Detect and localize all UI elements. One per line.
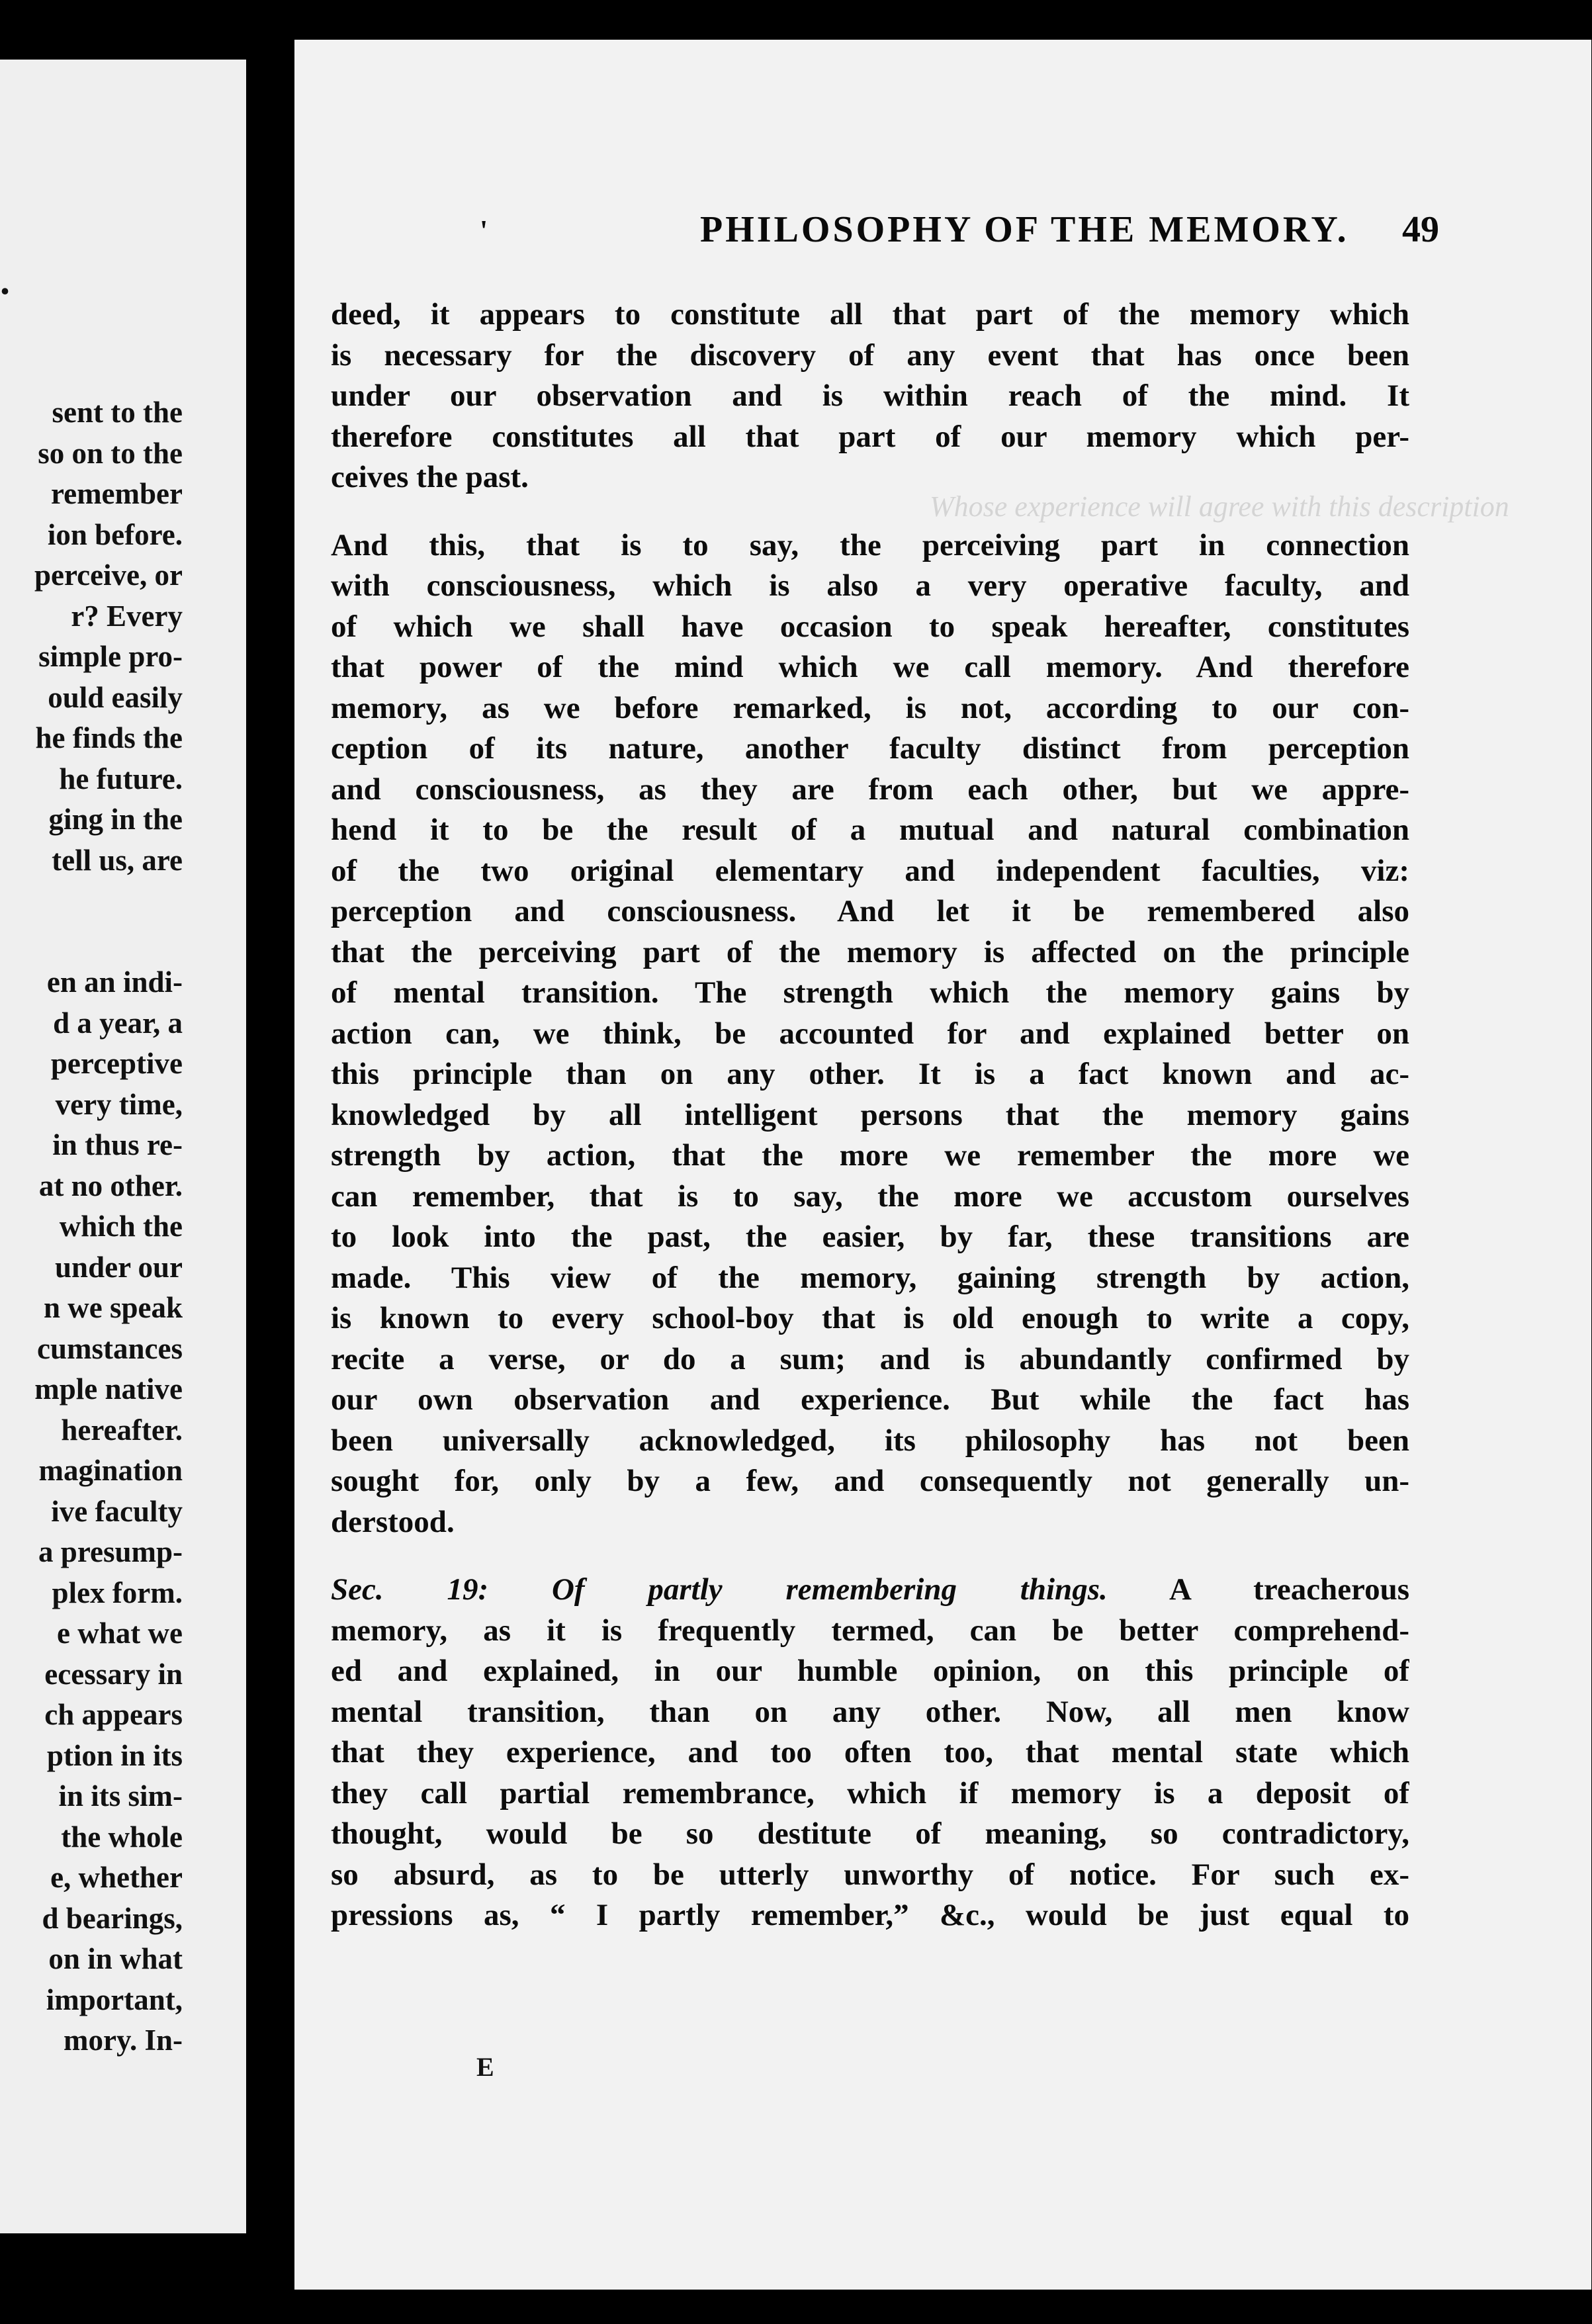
- text-line: ption in its: [46, 1738, 183, 1772]
- text-line: a presump-: [38, 1535, 183, 1568]
- text-line: made. This view of the memory, gaining strength by action,: [331, 1260, 1409, 1295]
- text-line: mory. In-: [64, 2024, 183, 2057]
- text-line: sought for, only by a few, and consequently not generally un-: [331, 1464, 1409, 1498]
- body-text: [331, 294, 1409, 1936]
- text-line: ive faculty: [51, 1494, 183, 1528]
- text-line: of mental transition. The strength which the memory gains by: [331, 975, 1409, 1010]
- text-line: this principle than on any other. It is a fact known and ac-: [331, 1057, 1409, 1091]
- page-header: ' PHILOSOPHY OF THE MEMORY. 49: [480, 209, 1439, 250]
- text-line: derstood.: [331, 1504, 455, 1539]
- text-line: ceives the past.: [331, 460, 529, 494]
- text-line: our own observation and experience. But while the fact has: [331, 1382, 1409, 1417]
- left-page-text: [0, 392, 183, 2061]
- text-line: that they experience, and too often too, that mental state which: [331, 1735, 1409, 1769]
- text-line: thought, would be so destitute of meaning, so contradictory,: [331, 1816, 1409, 1851]
- text-line: so on to the: [38, 436, 183, 470]
- left-edge-mark: .: [0, 259, 10, 302]
- text-line: ed and explained, in our humble opinion, on this principle of: [331, 1654, 1409, 1688]
- running-head: PHILOSOPHY OF THE MEMORY.: [700, 209, 1349, 250]
- text-line: under our: [55, 1250, 183, 1284]
- text-line: perceive, or: [34, 559, 183, 592]
- section-label: Sec. 19:: [331, 1572, 489, 1607]
- text-line: he future.: [59, 762, 183, 795]
- text-line: the whole: [61, 1820, 183, 1854]
- text-line: mental transition, than on any other. Now, all men know: [331, 1694, 1409, 1729]
- paragraph-1: [331, 294, 1409, 498]
- text-line: d a year, a: [53, 1006, 183, 1040]
- text-line: mple native: [34, 1372, 183, 1406]
- text-line: knowledged by all intelligent persons that the memory gains: [331, 1097, 1409, 1132]
- text-line: perception and consciousness. And let it be remembered also: [331, 894, 1409, 928]
- text-line: that power of the mind which we call memory. And therefore: [331, 650, 1409, 684]
- text-line: n we speak: [43, 1291, 183, 1324]
- text-line: d bearings,: [42, 1901, 183, 1935]
- text-line: deed, it appears to constitute all that part of the memory which: [331, 297, 1409, 332]
- paragraph-2: [331, 525, 1409, 1543]
- text-line: sent to the: [52, 396, 183, 429]
- text-line: under our observation and is within reach of the mind. It: [331, 379, 1409, 413]
- text-line: and consciousness, as they are from each other, but we appre-: [331, 772, 1409, 807]
- text-line: memory, as it is frequently termed, can be better comprehend-: [331, 1613, 1409, 1648]
- text-line: to look into the past, the easier, by far, these transitions are: [331, 1220, 1409, 1254]
- text-line: memory, as we before remarked, is not, according to our con-: [331, 690, 1409, 725]
- text-line: strength by action, that the more we remember the more we: [331, 1138, 1409, 1173]
- text-line: cumstances: [37, 1331, 183, 1365]
- section-19: [331, 1570, 1409, 1936]
- text-line: e what we: [57, 1617, 183, 1650]
- text-line: recite a verse, or do a sum; and is abundantly confirmed by: [331, 1341, 1409, 1376]
- text-line: And this, that is to say, the perceiving part in connection: [331, 527, 1409, 562]
- text-line: e, whether: [50, 1861, 183, 1894]
- text-line: [0, 922, 183, 963]
- text-line: on in what: [48, 1942, 183, 1975]
- text-line: can remember, that is to say, the more we accustom ourselves: [331, 1179, 1409, 1214]
- text-line: pressions as, “ I partly remember,” &c., would be just equal to: [331, 1898, 1409, 1932]
- text-line: is necessary for the discovery of any event that has once been: [331, 337, 1409, 373]
- text-line: ould easily: [48, 680, 183, 714]
- text-line: perceptive: [50, 1047, 183, 1080]
- text-line: r? Every: [71, 599, 183, 633]
- text-line: they call partial remembrance, which if memory is a deposit of: [331, 1775, 1409, 1810]
- book-gutter: [246, 40, 299, 2263]
- text-line: at no other.: [38, 1169, 183, 1202]
- text-line: so absurd, as to be utterly unworthy of notice. For such ex-: [331, 1857, 1409, 1892]
- text-line: tell us, are: [52, 843, 183, 877]
- text-line: very time,: [55, 1087, 183, 1121]
- text-line: plex form.: [52, 1576, 183, 1609]
- text-line: is known to every school-boy that is old enough to write a copy,: [331, 1301, 1409, 1335]
- text-line: therefore constitutes all that part of our memory which per-: [331, 419, 1409, 454]
- text-line: which the: [59, 1210, 183, 1243]
- text-line: [0, 881, 183, 922]
- section-19-text: [331, 1611, 1409, 1936]
- text-line: hend it to be the result of a mutual and natural combination: [331, 813, 1409, 847]
- text-line: simple pro-: [38, 640, 183, 673]
- text-line: magination: [38, 1454, 183, 1487]
- section-first-line: A treacherous: [1169, 1572, 1409, 1607]
- text-line: in thus re-: [52, 1128, 183, 1161]
- section-heading-line: [331, 1570, 1409, 1611]
- text-line: action can, we think, be accounted for and explained better on: [331, 1016, 1409, 1051]
- text-line: he finds the: [35, 721, 183, 754]
- bleed-through-text: Whose experience will agree with this description: [930, 490, 1509, 523]
- text-line: of which we shall have occasion to speak hereafter, constitutes: [331, 609, 1409, 644]
- text-line: en an indi-: [46, 965, 183, 999]
- right-page: [294, 40, 1591, 2290]
- text-line: ecessary in: [44, 1657, 183, 1691]
- text-line: ception of its nature, another faculty distinct from perception: [331, 731, 1409, 766]
- text-line: hereafter.: [61, 1413, 183, 1447]
- text-line: in its sim-: [58, 1779, 183, 1812]
- text-line: been universally acknowledged, its philosophy has not been: [331, 1423, 1409, 1458]
- signature-mark: E: [476, 2052, 494, 2082]
- text-line: of the two original elementary and independent faculties, viz:: [331, 853, 1409, 888]
- text-line: ion before.: [47, 517, 183, 551]
- text-line: ch appears: [44, 1698, 183, 1731]
- left-page: [0, 60, 246, 2233]
- section-title: Of partly remembering things.: [551, 1572, 1108, 1607]
- text-line: that the perceiving part of the memory is affected on the principle: [331, 934, 1409, 969]
- page-number: 49: [1402, 209, 1439, 250]
- text-line: ging in the: [48, 803, 183, 836]
- text-line: with consciousness, which is also a very operative faculty, and: [331, 568, 1409, 603]
- text-line: remember: [50, 477, 183, 510]
- text-line: important,: [46, 1983, 183, 2016]
